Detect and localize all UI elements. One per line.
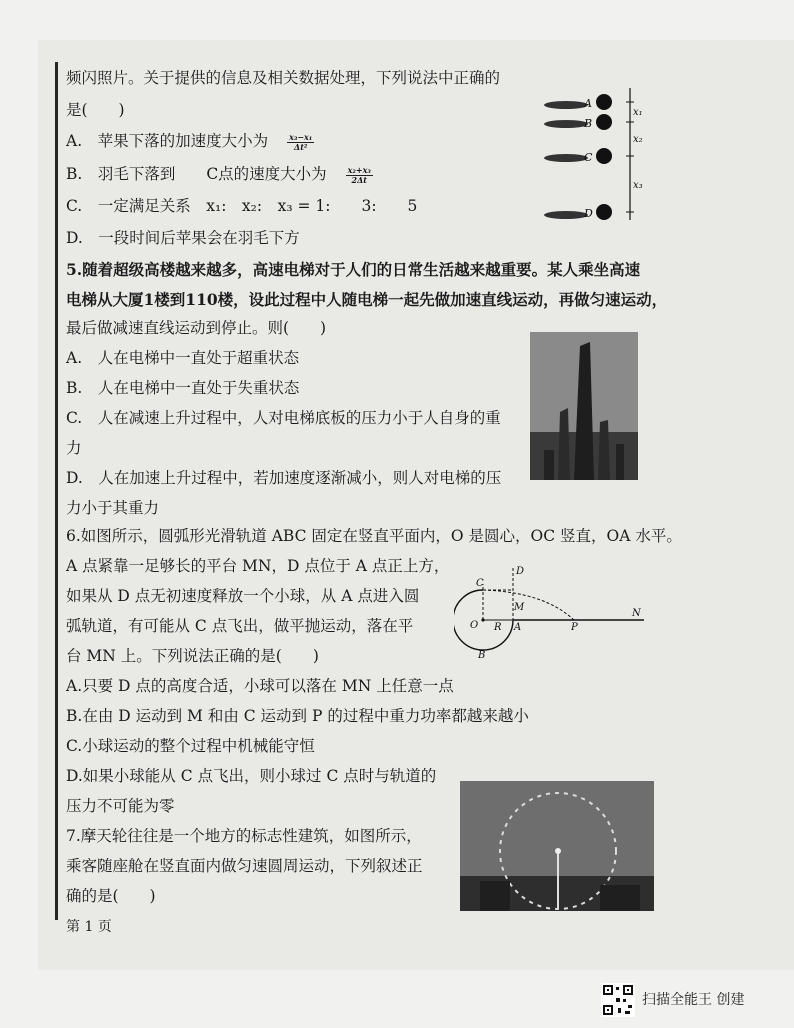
q4-strobe-figure (540, 84, 650, 234)
label-p: P (571, 622, 578, 633)
ferris-wheel-photo (460, 781, 654, 911)
q4-option-b: B. 羽毛下落到 C点的速度大小为 $\frac{\text{x₂+x₃}}{2\Delta t}$ (66, 164, 371, 185)
x3-label: x₃ (633, 180, 643, 191)
q5-option-a: A. 人在电梯中一直处于超重状态 (66, 349, 300, 367)
q6-line4: 弧轨道，有可能从 C 点飞出，做平抛运动，落在平 (66, 617, 414, 635)
label-b: B (478, 650, 486, 661)
q5-line3: 最后做减速直线运动到停止。则( ) (66, 319, 327, 337)
q4-a-fraction: $\frac{\text{x₃−x₁}}{\text{Δt²}}$ (289, 131, 313, 152)
q6-option-a: A.只要 D 点的高度合适，小球可以落在 MN 上任意一点 (66, 677, 454, 695)
bleed-through-text (640, 60, 660, 340)
q7-line3: 确的是( ) (66, 887, 156, 905)
apple-a (596, 94, 612, 110)
q7-line1: 7.摩天轮往往是一个地方的标志性建筑，如图所示， (66, 827, 422, 845)
q5-line2: 电梯从大厦1楼到110楼，设此过程中人随电梯一起先做加速直线运动，再做匀速运动， (66, 290, 668, 309)
q6-option-d2: 压力不可能为零 (66, 797, 175, 815)
q6-option-b: B.在由 D 运动到 M 和由 C 运动到 P 的过程中重力功率都越来越小 (66, 707, 529, 725)
apple-c (596, 148, 612, 164)
track-diagram (454, 562, 650, 662)
q6-line3: 如果从 D 点无初速度释放一个小球，从 A 点进入圆 (66, 587, 420, 605)
q6-option-c: C.小球运动的整个过程中机械能守恒 (66, 737, 315, 755)
q7-line2: 乘客随座舱在竖直面内做匀速圆周运动，下列叙述正 (66, 857, 423, 875)
label-d: D (584, 207, 593, 220)
center-point (481, 618, 484, 621)
q5-option-d2: 力小于其重力 (66, 499, 160, 517)
q4-option-d: D. 一段时间后苹果会在羽毛下方 (66, 229, 300, 247)
page-number: 第 1 页 (66, 919, 112, 935)
label-c: C (476, 578, 484, 589)
q5-option-b: B. 人在电梯中一直处于失重状态 (66, 379, 300, 397)
feather-d (544, 211, 588, 219)
label-a: A (584, 97, 592, 110)
q6-line2: A 点紧靠一足够长的平台 MN，D 点位于 A 点正上方， (66, 557, 450, 575)
q5-option-c1: C. 人在减速上升过程中，人对电梯底板的压力小于人自身的重 (66, 409, 501, 427)
q6-line1: 6.如图所示，圆弧形光滑轨道 ABC 固定在竖直平面内，O 是圆心，OC 竖直，OA 水平。 (66, 527, 682, 545)
q5-option-d1: D. 人在加速上升过程中，若加速度逐渐减小，则人对电梯的压 (66, 469, 502, 487)
x1-label: x₁ (633, 107, 643, 118)
apple-b (596, 114, 612, 130)
q4-b-fraction: $\frac{\text{x₂+x₃}}{2\Delta t}$ (347, 164, 371, 185)
q4-option-a: A. 苹果下落的加速度大小为 $\frac{\text{x₃−x₁}}{\text{Δt²}}$ (66, 131, 313, 152)
margin-line (55, 62, 58, 920)
label-o: O (470, 620, 479, 631)
skyscraper-photo (530, 332, 638, 480)
q6-line5: 台 MN 上。下列说法正确的是( ) (66, 647, 319, 665)
label-m: M (514, 602, 525, 613)
scanner-watermark: 扫描全能王 创建 (642, 992, 745, 1008)
label-a: A (514, 622, 522, 633)
label-d: D (516, 566, 525, 577)
x2-label: x₂ (633, 134, 643, 145)
feather-b (544, 120, 588, 128)
label-b: B (584, 117, 593, 130)
q5-line1: 5.随着超级高楼越来越多，高速电梯对于人们的日常生活越来越重要。某人乘坐高速 (66, 260, 641, 279)
feather-c (544, 154, 588, 162)
trajectory (483, 590, 574, 620)
label-r: R (494, 622, 502, 633)
q4-line2: 是( ) (66, 101, 125, 119)
q6-option-d1: D.如果小球能从 C 点飞出，则小球过 C 点时与轨道的 (66, 767, 437, 785)
feather-a (544, 101, 588, 109)
q4-option-c: C. 一定满足关系 x₁: x₂: x₃ = 1: 3: 5 (66, 197, 418, 215)
qr-code-icon (601, 983, 635, 1017)
apple-d (596, 204, 612, 220)
label-n: N (632, 608, 641, 619)
q4-line1: 频闪照片。关于提供的信息及相关数据处理，下列说法中正确的 (66, 69, 501, 87)
label-c: C (584, 151, 593, 164)
q5-option-c2: 力 (66, 439, 82, 457)
